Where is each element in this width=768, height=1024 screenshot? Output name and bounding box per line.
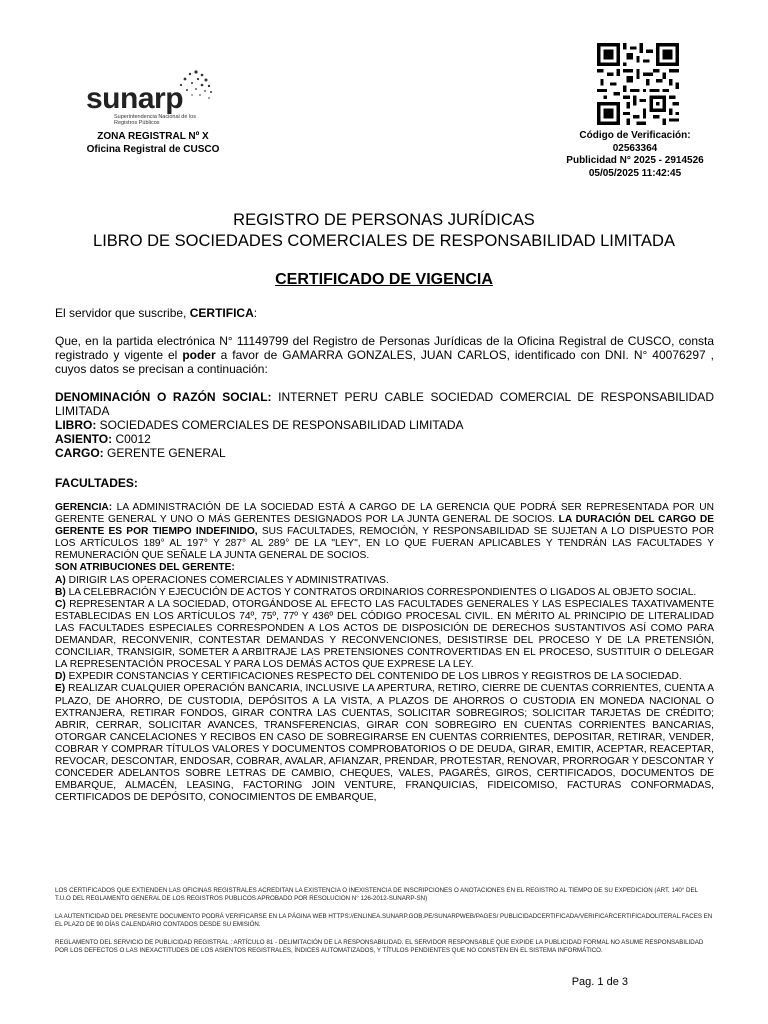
facultades-text — [55, 502, 714, 804]
certificate-title: CERTIFICADO DE VIGENCIA — [275, 271, 493, 288]
item-text: LA CELEBRACIÓN Y EJECUCIÓN DE ACTOS Y CONTRATOS ORDINARIOS CORRESPONDIENTES O LIGADOS AL OBJETO SOCIAL. — [65, 586, 697, 598]
libro-row — [55, 418, 714, 432]
oficina-registral: Oficina Registral de CUSCO — [86, 144, 220, 155]
brand-subtitle: Superintendencia Nacional de los Registros Públicos — [114, 114, 196, 126]
verification-code: 02563364 — [612, 142, 658, 154]
gerencia-label: GERENCIA: — [55, 502, 113, 513]
atribucion-e — [55, 683, 714, 804]
cargo-value: GERENTE GENERAL — [103, 446, 226, 460]
registry-title — [40, 210, 728, 252]
zona-registral: ZONA REGISTRAL Nº X — [97, 131, 209, 142]
item-text: REALIZAR CUALQUIER OPERACIÓN BANCARIA, INCLUSIVE LA APERTURA, RETIRO, CIERRE DE CUENTAS CORRIENTES, CUENTA A PLAZO, DE AHORRO, DE CUSTODIA, DEPÓSITOS A LA VISTA, A PLAZOS DE AHORROS O CUSTODIA EN MONEDA NACIONAL O EXTRANJERA, RETIRAR FONDOS, GIRAR CONTRA LAS CUENTAS, SOLICITAR SOBREGIROS; SOLICITAR TARJETAS DE CRÉDITO; ABRIR, CERRAR, SOLICITAR AVANCES, TRANSFERENCIAS, GIRAR CON SOBREGIRO EN CUENTAS CORRIENTES BANCARIAS, OTORGAR CANCELACIONES Y RECIBOS EN CASO DE SOBREGIRARSE EN CUENTAS CORRIENTES, DEPOSITAR, RETIRAR, VENDER, COBRAR Y COMPRAR TÍTULOS VALORES Y DOCUMENTOS COMPROBATORIOS O DE DEUDA, GIRAR, EMITIR, ACEPTAR, REACEPTAR, REVOCAR, DESCONTAR, ENDOSAR, COBRAR, AVALAR, AFIANZAR, PRENDAR, PROTESTAR, RENOVAR, PRORROGAR Y DESCONTAR Y CONCEDER ADELANTOS SOBRE LETRAS DE CAMBIO, CHEQUES, VALES, PAGARÉS, GIROS, CERTIFICADOS, DOCUMENTOS DE EMBARQUE, ALMACÉN, LEASING, FACTORING JOIN VENTURE, FRANQUICIAS, FIDEICOMISO, FACTURAS CONFORMADAS, CERTIFICADOS DE DEPÓSITO, CONOCIMIENTOS DE EMBARQUE, — [55, 683, 714, 804]
atribucion-a — [55, 575, 714, 587]
footer-note-1: LOS CERTIFICADOS QUE EXTIENDEN LAS OFICINAS REGISTRALES ACREDITAN LA EXISTENCIA O INEXISTENCIA DE INSCRIPCIONES O ANOTACIONES EN EL REGISTRO AL TIEMPO DE SU EXPEDICION (ART. 140° DEL T.U.O DEL REGLAMENTO GENERAL DE LOS REGISTROS PUBLICOS APROBADO POR RESOLUCION N° 126-2012-SUNARP-SN) — [55, 887, 698, 902]
item-text: EXPEDIR CONSTANCIAS Y CERTIFICACIONES RESPECTO DEL CONTENIDO DE LOS LIBROS Y REGISTROS DE LA SOCIEDAD. — [65, 671, 682, 683]
item-label: B) — [55, 586, 66, 598]
cargo-label: CARGO: — [55, 446, 104, 460]
intro-paragraph-1 — [55, 306, 714, 320]
poder-word: poder — [182, 348, 216, 362]
publicidad-number: Publicidad N° 2025 - 2914526 — [566, 155, 704, 166]
atribucion-d — [55, 671, 714, 683]
item-text: DIRIGIR LAS OPERACIONES COMERCIALES Y ADMINISTRATIVAS. — [65, 574, 389, 586]
facultades-heading: FACULTADES: — [55, 476, 138, 490]
item-text: REPRESENTAR A LA SOCIEDAD, OTORGÁNDOSE AL EFECTO LAS FACULTADES GENERALES Y LAS ESPECIALES TAXATIVAMENTE ESTABLECIDAS EN LOS ARTÍCULOS 74º, 75º, 77º Y 436º DEL CÓDIGO PROCESAL CIVIL. EN MÉRITO AL PRINCIPIO DE LITERALIDAD LAS FACULTADES ESPECIALES CORRESPONDEN A LOS ACTOS DE DISPOSICIÓN DE DERECHOS SUSTANTIVOS ASÍ COMO PARA DEMANDAR, RECONVENIR, CONTESTAR DEMANDAS Y RECONVENCIONES, DESISTIRSE DEL PROCESO Y DE LA PRETENSIÓN, CONCILIAR, TRANSIGIR, SOMETER A ARBITRAJE LAS PRETENSIONES CONTROVERTIDAS EN EL PROCESO, SUSTITUIR O DELEGAR LA REPRESENTACIÓN PROCESAL Y PARA LOS DEMÁS ACTOS QUE EXPRESE LA LEY. — [55, 598, 714, 671]
atribucion-c — [55, 599, 714, 672]
gerencia-paragraph — [55, 502, 714, 562]
gerencia-text: LA ADMINISTRACIÓN DE LA SOCIEDAD ESTÁ A CARGO DE LA GERENCIA QUE PODRÁ SER REPRESENTADA POR UN GERENTE GENERAL Y UNO O MÁS GERENTES DESIGNADOS POR LA JUNTA GENERAL DE SOCIOS. — [55, 502, 714, 526]
qr-code-icon — [597, 43, 679, 125]
gerencia-duration: LA DURACIÓN DEL CARGO DE GERENTE ES POR TIEMPO INDEFINIDO, — [55, 514, 715, 538]
brand-name: sunarp — [86, 82, 184, 115]
registry-title-line1: REGISTRO DE PERSONAS JURÍDICAS — [233, 211, 535, 229]
intro-text: Que, en la partida electrónica N° 11149799 del Registro de Personas Jurídicas de la Oficina Registral de CUSCO, consta registrado y vigente el — [55, 334, 714, 362]
asiento-row — [55, 432, 714, 446]
intro-colon: : — [253, 306, 258, 320]
intro-text: a favor de GAMARRA GONZALES, JUAN CARLOS, identificado con DNI. N° 40076297 , cuyos datos se precisan a continuación: — [55, 348, 715, 376]
verification-block — [520, 130, 750, 180]
gerencia-text: SUS FACULTADES, REMOCIÓN, Y RESPONSABILIDAD SE SUJETAN A LO DISPUESTO POR LOS ARTÍCULOS 189° AL 197° Y 287° AL 289° DE LA "LEY", EN LO QUE FUERAN APLICABLES Y TENDRÁN LAS FACULTADES Y REMUNERACIÓN QUE SEÑALE LA JUNTA GENERAL DE SOCIOS. — [55, 526, 714, 562]
denominacion-row — [55, 390, 714, 418]
registry-title-line2: LIBRO DE SOCIEDADES COMERCIALES DE RESPONSABILIDAD LIMITADA — [93, 232, 675, 250]
office-block — [68, 130, 238, 156]
denominacion-label: DENOMINACIÓN O RAZÓN SOCIAL: — [55, 390, 272, 404]
page-number: Pag. 1 de 3 — [571, 976, 628, 988]
intro-paragraph-2 — [55, 334, 714, 376]
item-label: E) — [55, 683, 66, 695]
item-label: C) — [55, 598, 66, 610]
atribucion-b — [55, 587, 714, 599]
libro-label: LIBRO: — [55, 418, 97, 432]
atribuciones-label: SON ATRIBUCIONES DEL GERENTE: — [55, 562, 235, 574]
denominacion-value: INTERNET PERU CABLE SOCIEDAD COMERCIAL DE RESPONSABILIDAD LIMITADA — [55, 390, 714, 418]
atribuciones-heading — [55, 562, 714, 574]
footer-note-2: LA AUTENTICIDAD DEL PRESENTE DOCUMENTO PODRÁ VERIFICARSE EN LA PÁGINA WEB HTTPS://ENLINEA.SUNARP.GOB.PE/SUNARPWEB/PAGES/ PUBLICIDADCERTIFICADA/VERIFICARCERTIFICADOLITERAL.FACES EN EL PLAZO DE 90 DÍAS CALENDARIO CONTADOS DESDE SU EMISIÓN. — [55, 913, 713, 928]
intro-text: El servidor que suscribe, — [55, 306, 190, 320]
item-label: D) — [55, 671, 66, 683]
verification-label: Código de Verificación: — [579, 130, 691, 141]
issue-datetime: 05/05/2025 11:42:45 — [588, 167, 682, 179]
asiento-label: ASIENTO: — [55, 432, 113, 446]
asiento-value: C0012 — [112, 432, 151, 446]
item-label: A) — [55, 574, 66, 586]
libro-value: SOCIEDADES COMERCIALES DE RESPONSABILIDAD LIMITADA — [96, 418, 464, 432]
footer-note-3: REGLAMENTO DEL SERVICIO DE PUBLICIDAD REGISTRAL : ARTÍCULO 81 - DELIMITACIÓN DE LA RESPONSABILIDAD. EL SERVIDOR RESPONSABLE QUE EXPIDE LA PUBLICIDAD FORMAL NO ASUME RESPONSABILIDAD POR LOS DEFECTOS O LAS INEXACTITUDES DE LOS ASIENTOS REGISTRALES, ÍNDICES AUTOMATIZADOS, Y TÍTULOS PENDIENTES QUE NO CONSTEN EN EL SISTEMA INFORMÁTICO. — [55, 939, 704, 954]
details-block — [55, 390, 714, 460]
cargo-row — [55, 446, 714, 460]
certifica-word: CERTIFICA — [189, 306, 254, 320]
